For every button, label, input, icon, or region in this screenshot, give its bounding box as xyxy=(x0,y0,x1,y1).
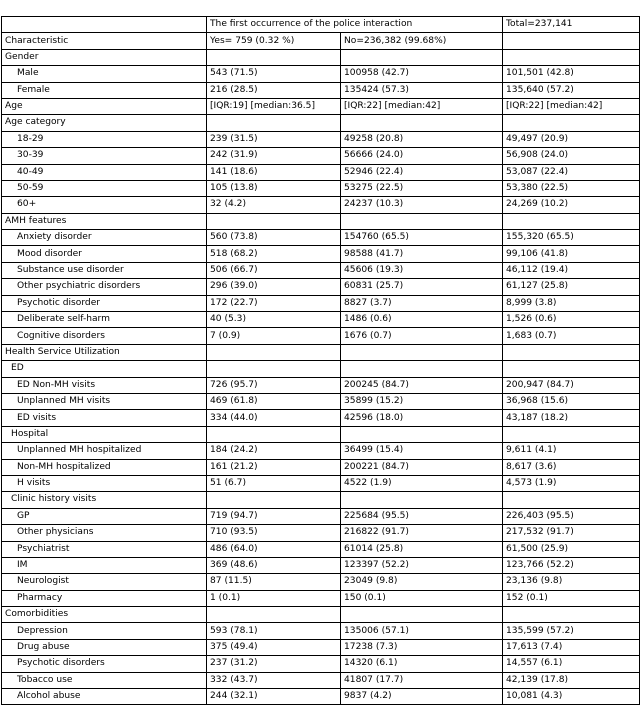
row-label: Pharmacy xyxy=(2,590,207,606)
table-row xyxy=(2,508,640,524)
table-row xyxy=(2,344,640,360)
no-cell: 4522 (1.9) xyxy=(341,475,503,491)
no-cell xyxy=(341,361,503,377)
yes-cell: 239 (31.5) xyxy=(207,131,341,147)
row-label: Drug abuse xyxy=(2,639,207,655)
table-row xyxy=(2,246,640,262)
yes-cell xyxy=(207,344,341,360)
yes-cell: 296 (39.0) xyxy=(207,279,341,295)
section-label: Comorbidities xyxy=(2,607,207,623)
total-cell: 56,908 (24.0) xyxy=(503,148,640,164)
table-row xyxy=(2,180,640,196)
subsection-label: Clinic history visits xyxy=(2,492,207,508)
row-label: Psychiatrist xyxy=(2,541,207,557)
total-cell: 101,501 (42.8) xyxy=(503,66,640,82)
header-no: No=236,382 (99.68%) xyxy=(341,33,503,49)
table-row xyxy=(2,672,640,688)
total-cell: 1,683 (0.7) xyxy=(503,328,640,344)
row-label: 18-29 xyxy=(2,131,207,147)
yes-cell: 216 (28.5) xyxy=(207,82,341,98)
total-cell: 14,557 (6.1) xyxy=(503,656,640,672)
no-cell: 42596 (18.0) xyxy=(341,410,503,426)
row-label: Other psychiatric disorders xyxy=(2,279,207,295)
yes-cell: [IQR:19] [median:36.5] xyxy=(207,98,341,114)
total-cell: 135,599 (57.2) xyxy=(503,623,640,639)
no-cell: 135424 (57.3) xyxy=(341,82,503,98)
no-cell xyxy=(341,426,503,442)
subsection-label: Hospital xyxy=(2,426,207,442)
total-cell: 135,640 (57.2) xyxy=(503,82,640,98)
yes-cell: 560 (73.8) xyxy=(207,230,341,246)
yes-cell: 244 (32.1) xyxy=(207,689,341,705)
total-cell xyxy=(503,213,640,229)
total-cell: 42,139 (17.8) xyxy=(503,672,640,688)
no-cell xyxy=(341,49,503,65)
yes-cell: 51 (6.7) xyxy=(207,475,341,491)
table-row xyxy=(2,410,640,426)
table-row xyxy=(2,312,640,328)
row-label: 50-59 xyxy=(2,180,207,196)
yes-cell xyxy=(207,49,341,65)
subsection-label: ED xyxy=(2,361,207,377)
header-total: Total=237,141 xyxy=(503,17,640,33)
row-label: H visits xyxy=(2,475,207,491)
table-row xyxy=(2,131,640,147)
no-cell: 8827 (3.7) xyxy=(341,295,503,311)
no-cell: 49258 (20.8) xyxy=(341,131,503,147)
no-cell: 14320 (6.1) xyxy=(341,656,503,672)
yes-cell: 334 (44.0) xyxy=(207,410,341,426)
total-cell: 152 (0.1) xyxy=(503,590,640,606)
no-cell: 135006 (57.1) xyxy=(341,623,503,639)
no-cell: 150 (0.1) xyxy=(341,590,503,606)
no-cell: 154760 (65.5) xyxy=(341,230,503,246)
yes-cell xyxy=(207,492,341,508)
no-cell xyxy=(341,344,503,360)
row-label: Deliberate self-harm xyxy=(2,312,207,328)
total-cell: 123,766 (52.2) xyxy=(503,557,640,573)
yes-cell: 506 (66.7) xyxy=(207,262,341,278)
row-label: Alcohol abuse xyxy=(2,689,207,705)
total-cell xyxy=(503,115,640,131)
row-label: Cognitive disorders xyxy=(2,328,207,344)
table-row xyxy=(2,443,640,459)
yes-cell: 518 (68.2) xyxy=(207,246,341,262)
table-row xyxy=(2,574,640,590)
header-total-blank xyxy=(503,33,640,49)
section-label: Health Service Utilization xyxy=(2,344,207,360)
yes-cell: 242 (31.9) xyxy=(207,148,341,164)
table-row xyxy=(2,49,640,65)
row-label: Depression xyxy=(2,623,207,639)
no-cell: 61014 (25.8) xyxy=(341,541,503,557)
yes-cell: 593 (78.1) xyxy=(207,623,341,639)
no-cell xyxy=(341,607,503,623)
no-cell: 1676 (0.7) xyxy=(341,328,503,344)
row-label: Unplanned MH hospitalized xyxy=(2,443,207,459)
no-cell: 45606 (19.3) xyxy=(341,262,503,278)
row-label: ED visits xyxy=(2,410,207,426)
row-label: Psychotic disorders xyxy=(2,656,207,672)
total-cell: 24,269 (10.2) xyxy=(503,197,640,213)
row-label: Female xyxy=(2,82,207,98)
yes-cell: 332 (43.7) xyxy=(207,672,341,688)
no-cell: 216822 (91.7) xyxy=(341,525,503,541)
row-label: Substance use disorder xyxy=(2,262,207,278)
no-cell: 17238 (7.3) xyxy=(341,639,503,655)
table-row xyxy=(2,639,640,655)
total-cell: 200,947 (84.7) xyxy=(503,377,640,393)
yes-cell: 719 (94.7) xyxy=(207,508,341,524)
row-label: Neurologist xyxy=(2,574,207,590)
total-cell: 99,106 (41.8) xyxy=(503,246,640,262)
table-row xyxy=(2,377,640,393)
no-cell xyxy=(341,492,503,508)
table-row xyxy=(2,115,640,131)
row-label: Age xyxy=(2,98,207,114)
total-cell: 61,127 (25.8) xyxy=(503,279,640,295)
total-cell: 49,497 (20.9) xyxy=(503,131,640,147)
yes-cell: 469 (61.8) xyxy=(207,393,341,409)
total-cell xyxy=(503,49,640,65)
characteristics-table xyxy=(1,16,640,705)
table-row xyxy=(2,328,640,344)
yes-cell: 726 (95.7) xyxy=(207,377,341,393)
table-row xyxy=(2,525,640,541)
total-cell: 1,526 (0.6) xyxy=(503,312,640,328)
no-cell xyxy=(341,115,503,131)
yes-cell: 40 (5.3) xyxy=(207,312,341,328)
no-cell: 123397 (52.2) xyxy=(341,557,503,573)
total-cell: 8,999 (3.8) xyxy=(503,295,640,311)
total-cell: 10,081 (4.3) xyxy=(503,689,640,705)
no-cell: 23049 (9.8) xyxy=(341,574,503,590)
yes-cell: 7 (0.9) xyxy=(207,328,341,344)
table-row xyxy=(2,98,640,114)
total-cell: 217,532 (91.7) xyxy=(503,525,640,541)
table-row xyxy=(2,426,640,442)
header-characteristic: Characteristic xyxy=(2,33,207,49)
row-label: Unplanned MH visits xyxy=(2,393,207,409)
no-cell: 24237 (10.3) xyxy=(341,197,503,213)
table-row xyxy=(2,82,640,98)
row-label: 60+ xyxy=(2,197,207,213)
no-cell: 36499 (15.4) xyxy=(341,443,503,459)
yes-cell: 184 (24.2) xyxy=(207,443,341,459)
table-row xyxy=(2,148,640,164)
row-label: Non-MH hospitalized xyxy=(2,459,207,475)
total-cell xyxy=(503,344,640,360)
yes-cell xyxy=(207,115,341,131)
yes-cell: 172 (22.7) xyxy=(207,295,341,311)
yes-cell: 161 (21.2) xyxy=(207,459,341,475)
no-cell: 225684 (95.5) xyxy=(341,508,503,524)
header-police-interaction: The first occurrence of the police interaction xyxy=(207,17,503,33)
no-cell: 52946 (22.4) xyxy=(341,164,503,180)
total-cell: 155,320 (65.5) xyxy=(503,230,640,246)
total-cell: 8,617 (3.6) xyxy=(503,459,640,475)
yes-cell: 369 (48.6) xyxy=(207,557,341,573)
total-cell: 53,087 (22.4) xyxy=(503,164,640,180)
no-cell: 60831 (25.7) xyxy=(341,279,503,295)
no-cell: 9837 (4.2) xyxy=(341,689,503,705)
total-cell: 226,403 (95.5) xyxy=(503,508,640,524)
no-cell: 98588 (41.7) xyxy=(341,246,503,262)
total-cell: 17,613 (7.4) xyxy=(503,639,640,655)
yes-cell: 87 (11.5) xyxy=(207,574,341,590)
yes-cell xyxy=(207,426,341,442)
table-row xyxy=(2,656,640,672)
yes-cell: 710 (93.5) xyxy=(207,525,341,541)
no-cell: 35899 (15.2) xyxy=(341,393,503,409)
header-yes: Yes= 759 (0.32 %) xyxy=(207,33,341,49)
row-label: Male xyxy=(2,66,207,82)
table-row xyxy=(2,492,640,508)
table-row xyxy=(2,623,640,639)
table-row xyxy=(2,262,640,278)
row-label: 30-39 xyxy=(2,148,207,164)
yes-cell: 375 (49.4) xyxy=(207,639,341,655)
yes-cell xyxy=(207,607,341,623)
yes-cell: 32 (4.2) xyxy=(207,197,341,213)
table-row xyxy=(2,393,640,409)
header-row-sub xyxy=(2,33,640,49)
no-cell: 56666 (24.0) xyxy=(341,148,503,164)
total-cell: 43,187 (18.2) xyxy=(503,410,640,426)
yes-cell: 486 (64.0) xyxy=(207,541,341,557)
table-row xyxy=(2,213,640,229)
total-cell: 4,573 (1.9) xyxy=(503,475,640,491)
no-cell: 53275 (22.5) xyxy=(341,180,503,196)
row-label: Other physicians xyxy=(2,525,207,541)
total-cell xyxy=(503,607,640,623)
row-label: Mood disorder xyxy=(2,246,207,262)
yes-cell: 105 (13.8) xyxy=(207,180,341,196)
row-label: Tobacco use xyxy=(2,672,207,688)
section-label: AMH features xyxy=(2,213,207,229)
total-cell: 36,968 (15.6) xyxy=(503,393,640,409)
yes-cell: 543 (71.5) xyxy=(207,66,341,82)
no-cell: 200221 (84.7) xyxy=(341,459,503,475)
total-cell: 23,136 (9.8) xyxy=(503,574,640,590)
total-cell: 9,611 (4.1) xyxy=(503,443,640,459)
row-label: Psychotic disorder xyxy=(2,295,207,311)
table-row xyxy=(2,459,640,475)
section-label: Age category xyxy=(2,115,207,131)
table-row xyxy=(2,230,640,246)
total-cell: 61,500 (25.9) xyxy=(503,541,640,557)
table-row xyxy=(2,590,640,606)
total-cell: 46,112 (19.4) xyxy=(503,262,640,278)
table-row xyxy=(2,607,640,623)
row-label: 40-49 xyxy=(2,164,207,180)
total-cell xyxy=(503,426,640,442)
table-row xyxy=(2,164,640,180)
yes-cell xyxy=(207,361,341,377)
table-row xyxy=(2,197,640,213)
yes-cell: 237 (31.2) xyxy=(207,656,341,672)
yes-cell: 141 (18.6) xyxy=(207,164,341,180)
header-top-blank xyxy=(2,17,207,33)
row-label: Anxiety disorder xyxy=(2,230,207,246)
no-cell xyxy=(341,213,503,229)
no-cell: [IQR:22] [median:42] xyxy=(341,98,503,114)
no-cell: 41807 (17.7) xyxy=(341,672,503,688)
no-cell: 200245 (84.7) xyxy=(341,377,503,393)
table-row xyxy=(2,361,640,377)
row-label: IM xyxy=(2,557,207,573)
row-label: GP xyxy=(2,508,207,524)
table-row xyxy=(2,279,640,295)
row-label: ED Non-MH visits xyxy=(2,377,207,393)
header-row-top xyxy=(2,17,640,33)
total-cell: 53,380 (22.5) xyxy=(503,180,640,196)
section-label: Gender xyxy=(2,49,207,65)
yes-cell: 1 (0.1) xyxy=(207,590,341,606)
table-row xyxy=(2,295,640,311)
table-row xyxy=(2,541,640,557)
no-cell: 100958 (42.7) xyxy=(341,66,503,82)
table-row xyxy=(2,557,640,573)
table-row xyxy=(2,66,640,82)
total-cell: [IQR:22] [median:42] xyxy=(503,98,640,114)
total-cell xyxy=(503,492,640,508)
no-cell: 1486 (0.6) xyxy=(341,312,503,328)
table-row xyxy=(2,475,640,491)
total-cell xyxy=(503,361,640,377)
yes-cell xyxy=(207,213,341,229)
